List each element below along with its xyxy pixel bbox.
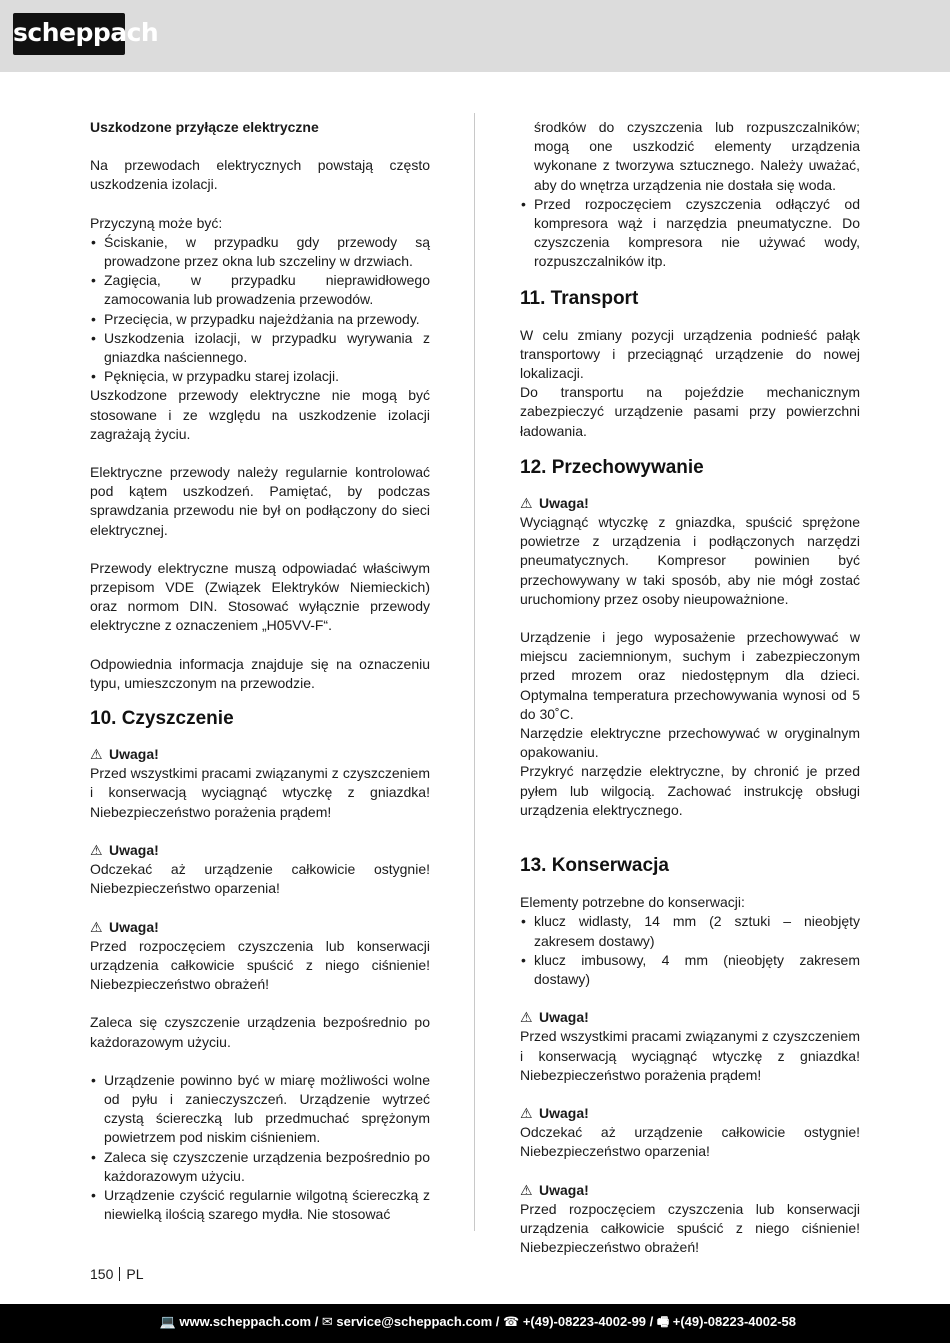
warning-text: Przed wszystkimi pracami związanymi z czyszczeniem i konserwacją wyciągnąć wtyczkę z gniazdka! Niebezpieczeństwo porażenia prądem! (520, 1028, 860, 1083)
tools-list (520, 912, 860, 989)
paragraph-continued: środków do czyszczenia lub rozpuszczalników; mogą one uszkodzić elementy urządzenia wykonane z tworzywa sztucznego. Należy uważać, aby do wnętrza urządzenia nie dostała się woda. (534, 119, 860, 193)
warning-heading (520, 1181, 860, 1200)
page-number-value: 150 (90, 1266, 114, 1282)
list-item: • Przecięcia, w przypadku najeżdżania na przewody. (90, 310, 430, 329)
language-code: PL (126, 1266, 144, 1282)
warning-icon: ⚠ (520, 1104, 533, 1121)
warning-label: Uwaga! (109, 841, 159, 858)
warning-heading (90, 918, 430, 937)
page-number-separator (119, 1267, 120, 1281)
warning-text: Odczekać aż urządzenie całkowicie ostygnie! Niebezpieczeństwo oparzenia! (90, 861, 430, 897)
paragraph: Uszkodzone przewody elektryczne nie mogą być stosowane i ze względu na uszkodzenie izolacji zagrażają życiu. (90, 387, 430, 442)
warning-icon: ⚠ (520, 1181, 533, 1198)
paragraph: Na przewodach elektrycznych powstają często uszkodzenia izolacji. (90, 157, 430, 193)
list-item: • Urządzenie powinno być w miarę możliwości wolne od pyłu i zanieczyszczeń. Urządzenie wytrzeć czystą ściereczką lub przedmuchać sprężonym powietrzem pod niskim ciśnieniem. (90, 1071, 430, 1148)
list-item: • Urządzenie czyścić regularnie wilgotną ściereczką z niewielką ilością szarego mydła. Nie stosować (90, 1186, 430, 1224)
page-number (90, 1265, 143, 1283)
warning-heading (520, 1008, 860, 1027)
section-heading-damaged-cable: Uszkodzone przyłącze elektryczne (90, 119, 319, 135)
warning-heading (520, 1104, 860, 1123)
section-title-maintenance: 13. Konserwacja (520, 855, 669, 877)
section-title-storage: 12. Przechowywanie (520, 456, 704, 478)
warning-icon: ⚠ (520, 1009, 533, 1026)
warning-icon: ⚠ (90, 841, 103, 858)
paragraph: Elektryczne przewody należy regularnie kontrolować pod kątem uszkodzeń. Pamiętać, by podczas sprawdzania przewodu nie był on podłączony do sieci elektrycznej. (90, 464, 430, 538)
warning-text: Przed rozpoczęciem czyszczenia lub konserwacji urządzenia całkowicie spuścić z niego ciśnienie! Niebezpieczeństwo obrażeń! (520, 1200, 860, 1256)
paragraph: Urządzenie i jego wyposażenie przechowywać w miejscu zaciemnionym, suchym i zabezpieczonym przed mrozem oraz niedostępnym dla dzieci. Optymalna temperatura przechowywania wynosi od 5 do 30˚C. (520, 629, 860, 722)
warning-label: Uwaga! (109, 918, 159, 935)
causes-list (90, 233, 430, 387)
warning-icon: ⚠ (520, 494, 533, 511)
warning-label: Uwaga! (539, 494, 589, 511)
warning-label: Uwaga! (539, 1181, 589, 1198)
paragraph: W celu zmiany pozycji urządzenia podnieść pałąk transportowy i przeciągnąć urządzenie do nowej lokalizacji. (520, 326, 860, 382)
warning-label: Uwaga! (109, 746, 159, 763)
scheppach-logo: scheppach (13, 13, 125, 55)
warning-text: Odczekać aż urządzenie całkowicie ostygnie! Niebezpieczeństwo oparzenia! (520, 1124, 860, 1160)
section-title-cleaning: 10. Czyszczenie (90, 708, 234, 730)
footer-contact-text: 💻 www.scheppach.com / ✉ service@scheppach.com / ☎ +(49)-08223-4002-99 / 🖷 +(49)-08223-4002-58 (159, 1313, 796, 1329)
warning-heading (520, 494, 860, 513)
paragraph: Zaleca się czyszczenie urządzenia bezpośrednio po każdorazowym użyciu. (90, 1014, 430, 1050)
warning-text: Przed rozpoczęciem czyszczenia lub konserwacji urządzenia całkowicie spuścić z niego ciśnienie! Niebezpieczeństwo obrażeń! (90, 937, 430, 993)
list-item: • Zaleca się czyszczenie urządzenia bezpośrednio po każdorazowym użyciu. (90, 1148, 430, 1186)
cleaning-list-continued (520, 195, 860, 272)
paragraph: Wyciągnąć wtyczkę z gniazdka, spuścić sprężone powietrze z urządzenia i podłączonych narzędzi pneumatycznych. Kompresor powinien być przechowywany w taki sposób, aby nie mógł zostać uruchomiony przez osoby nieupoważnione. (520, 514, 860, 607)
warning-heading (90, 745, 430, 764)
list-item: • Pęknięcia, w przypadku starej izolacji. (90, 367, 430, 386)
left-column (90, 118, 430, 1224)
list-item: • Uszkodzenia izolacji, w przypadku wyrywania z gniazdka naściennego. (90, 329, 430, 367)
warning-icon: ⚠ (90, 918, 103, 935)
list-item: • Ściskanie, w przypadku gdy przewody są prowadzone przez okna lub szczeliny w drzwiach. (90, 233, 430, 271)
paragraph: Przyczyną może być: (90, 214, 223, 231)
list-item: • klucz widlasty, 14 mm (2 sztuki – nieobjęty zakresem dostawy) (520, 912, 860, 950)
paragraph: Elementy potrzebne do konserwacji: (520, 894, 745, 911)
cleaning-list (90, 1071, 430, 1225)
list-item: • Przed rozpoczęciem czyszczenia odłączyć od kompresora wąż i narzędzia pneumatyczne. Do czyszczenia kompresora nie używać wody, rozpuszczalników itp. (520, 195, 860, 272)
paragraph: Przewody elektryczne muszą odpowiadać właściwym przepisom VDE (Związek Elektryków Niemieckich) oraz normom DIN. Stosować wyłącznie przewody elektryczne z oznaczeniem „H05VV-F“. (90, 559, 430, 634)
paragraph: Przykryć narzędzie elektryczne, by chronić je przed pyłem lub wilgocią. Zachować instrukcję obsługi urządzenia elektrycznego. (520, 763, 860, 818)
paragraph: Narzędzie elektryczne przechowywać w oryginalnym opakowaniu. (520, 725, 860, 761)
section-title-transport: 11. Transport (520, 287, 639, 309)
warning-label: Uwaga! (539, 1009, 589, 1026)
list-item: • klucz imbusowy, 4 mm (nieobjęty zakresem dostawy) (520, 951, 860, 989)
list-item: • Zagięcia, w przypadku nieprawidłowego zamocowania lub prowadzenia przewodów. (90, 271, 430, 309)
warning-label: Uwaga! (539, 1104, 589, 1121)
warning-text: Przed wszystkimi pracami związanymi z czyszczeniem i konserwacją wyciągnąć wtyczkę z gniazdka! Niebezpieczeństwo porażenia prądem! (90, 765, 430, 820)
warning-heading (90, 841, 430, 860)
warning-icon: ⚠ (90, 746, 103, 763)
paragraph: Odpowiednia informacja znajduje się na oznaczeniu typu, umieszczonym na przewodzie. (90, 655, 430, 691)
page-header (0, 0, 950, 72)
column-divider (474, 113, 475, 1231)
paragraph: Do transportu na pojeździe mechanicznym zabezpieczyć urządzenie pasami przy powierzchni ładowania. (520, 384, 860, 439)
right-column (520, 118, 860, 1257)
footer-contact-bar (0, 1304, 950, 1343)
